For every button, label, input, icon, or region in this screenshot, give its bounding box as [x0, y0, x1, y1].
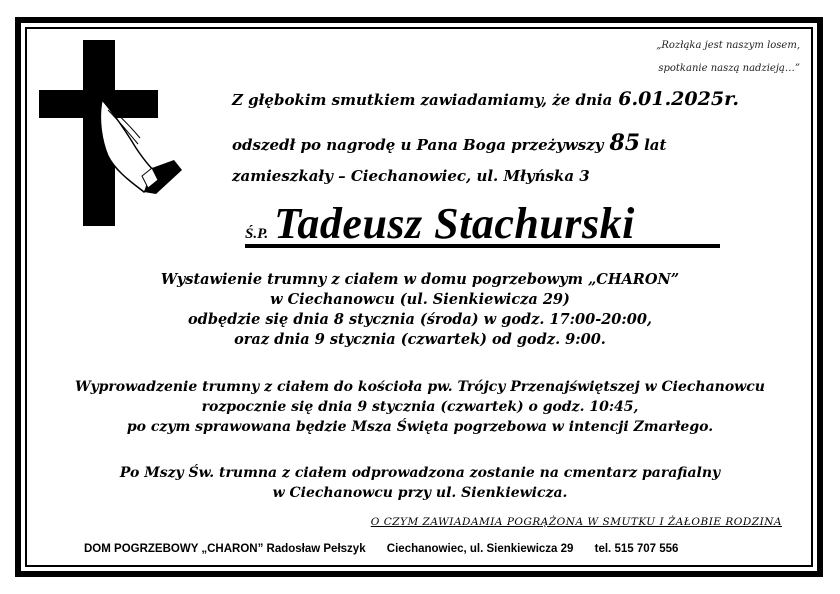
deceased-name-heading	[245, 198, 720, 248]
death-date: 6.01.2025r.	[618, 88, 739, 110]
viewing-line: oraz dnia 9 stycznia (czwartek) od godz. 9:00.	[234, 331, 606, 348]
deceased-name: Tadeusz Stachurski	[274, 199, 635, 248]
announcement-text: odszedł po nagrodę u Pana Boga przeżywszy	[232, 136, 604, 154]
name-prefix: Ś.P.	[245, 226, 269, 242]
viewing-line: Wystawienie trumny z ciałem w domu pogrzebowym „CHARON”	[160, 271, 680, 288]
procession-line: po czym sprawowana będzie Msza Święta pogrzebowa w intencji Zmarłego.	[126, 419, 714, 435]
burial-line: Po Mszy Św. trumna z ciałem odprowadzona zostanie na cmentarz parafialny	[119, 465, 721, 481]
procession-line: Wyprowadzenie trumny z ciałem do kościoła pw. Trójcy Przenajświętszej w Ciechanowcu	[75, 379, 765, 395]
age-value: 85	[609, 130, 641, 156]
procession-info	[30, 377, 810, 437]
funeral-home-address: Ciechanowiec, ul. Sienkiewicza 29	[386, 543, 574, 555]
quote-line-1: „Rozłąka jest naszym losem,	[656, 40, 800, 51]
memorial-quote	[656, 34, 800, 80]
viewing-line: w Ciechanowcu (ul. Sienkiewicza 29)	[270, 291, 570, 308]
burial-line: w Ciechanowcu przy ul. Sienkiewicza.	[272, 485, 568, 501]
praying-hands-icon	[94, 98, 184, 198]
funeral-home-footer	[84, 543, 696, 555]
funeral-home-phone: tel. 515 707 556	[594, 543, 679, 555]
funeral-home-name: DOM POGRZEBOWY „CHARON” Radosław Pełszyk	[84, 543, 366, 555]
quote-line-2: spotkanie naszą nadzieją…”	[658, 63, 800, 74]
procession-line: rozpocznie się dnia 9 stycznia (czwartek) o godz. 10:45,	[201, 399, 639, 415]
announcement-text: Z głębokim smutkiem zawiadamiamy, że dnia	[232, 91, 613, 109]
age-unit: lat	[644, 136, 667, 154]
burial-info	[30, 463, 810, 503]
announcement-line-2	[232, 130, 666, 156]
residence-line: zamieszkały – Ciechanowiec, ul. Młyńska 3	[232, 167, 590, 185]
announcement-line-1	[232, 88, 739, 110]
viewing-info	[30, 270, 810, 350]
family-signature: O CZYM ZAWIADAMIA POGRĄŻONA W SMUTKU I ŻAŁOBIE RODZINA	[370, 516, 782, 528]
viewing-line: odbędzie się dnia 8 stycznia (środa) w godz. 17:00-20:00,	[188, 311, 652, 328]
